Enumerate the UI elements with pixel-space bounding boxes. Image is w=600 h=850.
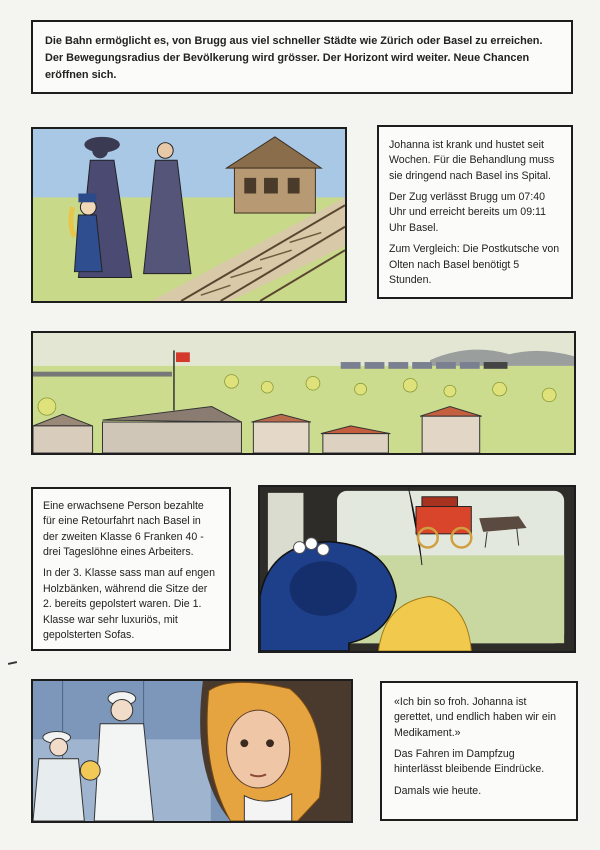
page-margin-mark	[8, 661, 17, 665]
station-illustration	[33, 129, 345, 301]
window-illustration	[260, 487, 574, 651]
class-seating-text: In der 3. Klasse sass man auf engen Holzbänken, während die Sitze der 2. bereits gepolstert waren. Die 1. Klasse war sehr luxuriös, mit gepolsterten Sofas.	[43, 567, 215, 641]
coach-comparison-text: Zum Vergleich: Die Postkutsche von Olten nach Basel benötigt 5 Stunden.	[389, 243, 560, 286]
panel-hospital-portrait	[31, 679, 353, 823]
intro-text: Die Bahn ermöglicht es, von Brugg aus viel schneller Städte wie Zürich oder Basel zu erreichen. Der Bewegungsradius der Bevölkerung wird grösser. Der Horizont wird weiter. Neue Chancen eröffnen sich.	[45, 35, 543, 81]
panel-landscape-train	[31, 331, 576, 455]
panel-station-scene	[31, 127, 347, 303]
train-times-text: Der Zug verlässt Brugg um 07:40 Uhr und erreicht bereits um 09:11 Uhr Basel.	[389, 191, 547, 234]
caption-fare	[31, 487, 231, 651]
then-as-now-text: Damals wie heute.	[394, 784, 482, 797]
landscape-illustration	[33, 333, 574, 453]
panel-window-stagecoach	[258, 485, 576, 653]
johanna-illness-text: Johanna ist krank und hustet seit Wochen. Für die Behandlung muss sie dringend nach Basel ins Spital.	[389, 139, 555, 182]
caption-johanna	[377, 125, 573, 299]
fare-price-text: Eine erwachsene Person bezahlte für eine Retourfahrt nach Basel in der zweiten Klasse 6 Franken 40 - drei Tageslöhne eines Arbeiters.	[43, 500, 204, 559]
hospital-illustration	[33, 681, 351, 821]
mother-quote-text: «Ich bin so froh. Johanna ist gerettet, und endlich haben wir ein Medikament.»	[394, 696, 556, 739]
lasting-impression-text: Das Fahren im Dampfzug hinterlässt bleibende Eindrücke.	[394, 748, 545, 776]
caption-quote	[380, 681, 578, 821]
intro-caption	[31, 20, 573, 94]
